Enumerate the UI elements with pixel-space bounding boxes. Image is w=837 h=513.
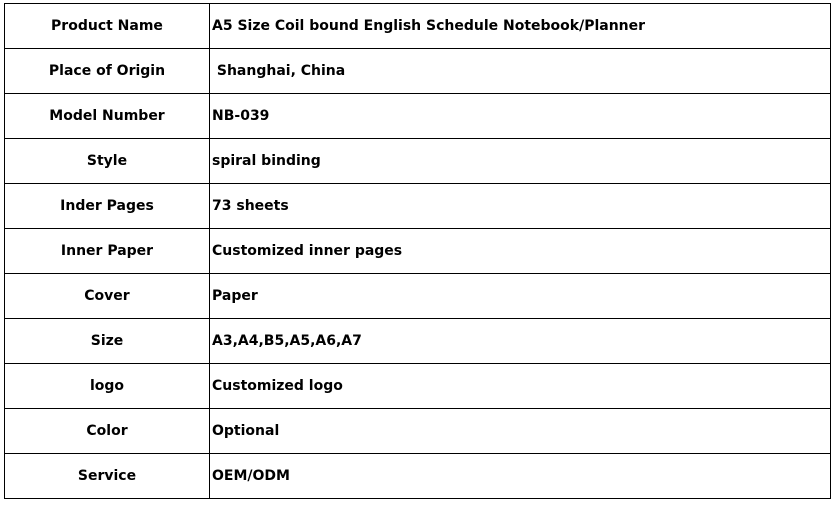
- table-row: [5, 49, 831, 94]
- row-value: 73 sheets: [210, 184, 831, 229]
- row-value: Optional: [210, 409, 831, 454]
- row-value: Shanghai, China: [210, 49, 831, 94]
- row-label: Model Number: [5, 94, 210, 139]
- table-row: [5, 454, 831, 499]
- row-value: Paper: [210, 274, 831, 319]
- row-label: Inder Pages: [5, 184, 210, 229]
- table-row: [5, 139, 831, 184]
- row-value: Customized inner pages: [210, 229, 831, 274]
- row-label: Style: [5, 139, 210, 184]
- row-value: A3,A4,B5,A5,A6,A7: [210, 319, 831, 364]
- table-row: [5, 4, 831, 49]
- row-label: Size: [5, 319, 210, 364]
- table-row: [5, 184, 831, 229]
- row-value: spiral binding: [210, 139, 831, 184]
- row-label: Product Name: [5, 4, 210, 49]
- row-label: Cover: [5, 274, 210, 319]
- row-label: Inner Paper: [5, 229, 210, 274]
- row-label: Color: [5, 409, 210, 454]
- row-label: Service: [5, 454, 210, 499]
- row-value: OEM/ODM: [210, 454, 831, 499]
- table-row: [5, 364, 831, 409]
- table-row: [5, 274, 831, 319]
- table-row: [5, 94, 831, 139]
- table-row: [5, 319, 831, 364]
- table-row: [5, 229, 831, 274]
- product-spec-table: [4, 3, 831, 499]
- row-value: Customized logo: [210, 364, 831, 409]
- row-value: A5 Size Coil bound English Schedule Notebook/Planner: [210, 4, 831, 49]
- row-label: logo: [5, 364, 210, 409]
- row-value: NB-039: [210, 94, 831, 139]
- table-row: [5, 409, 831, 454]
- row-label: Place of Origin: [5, 49, 210, 94]
